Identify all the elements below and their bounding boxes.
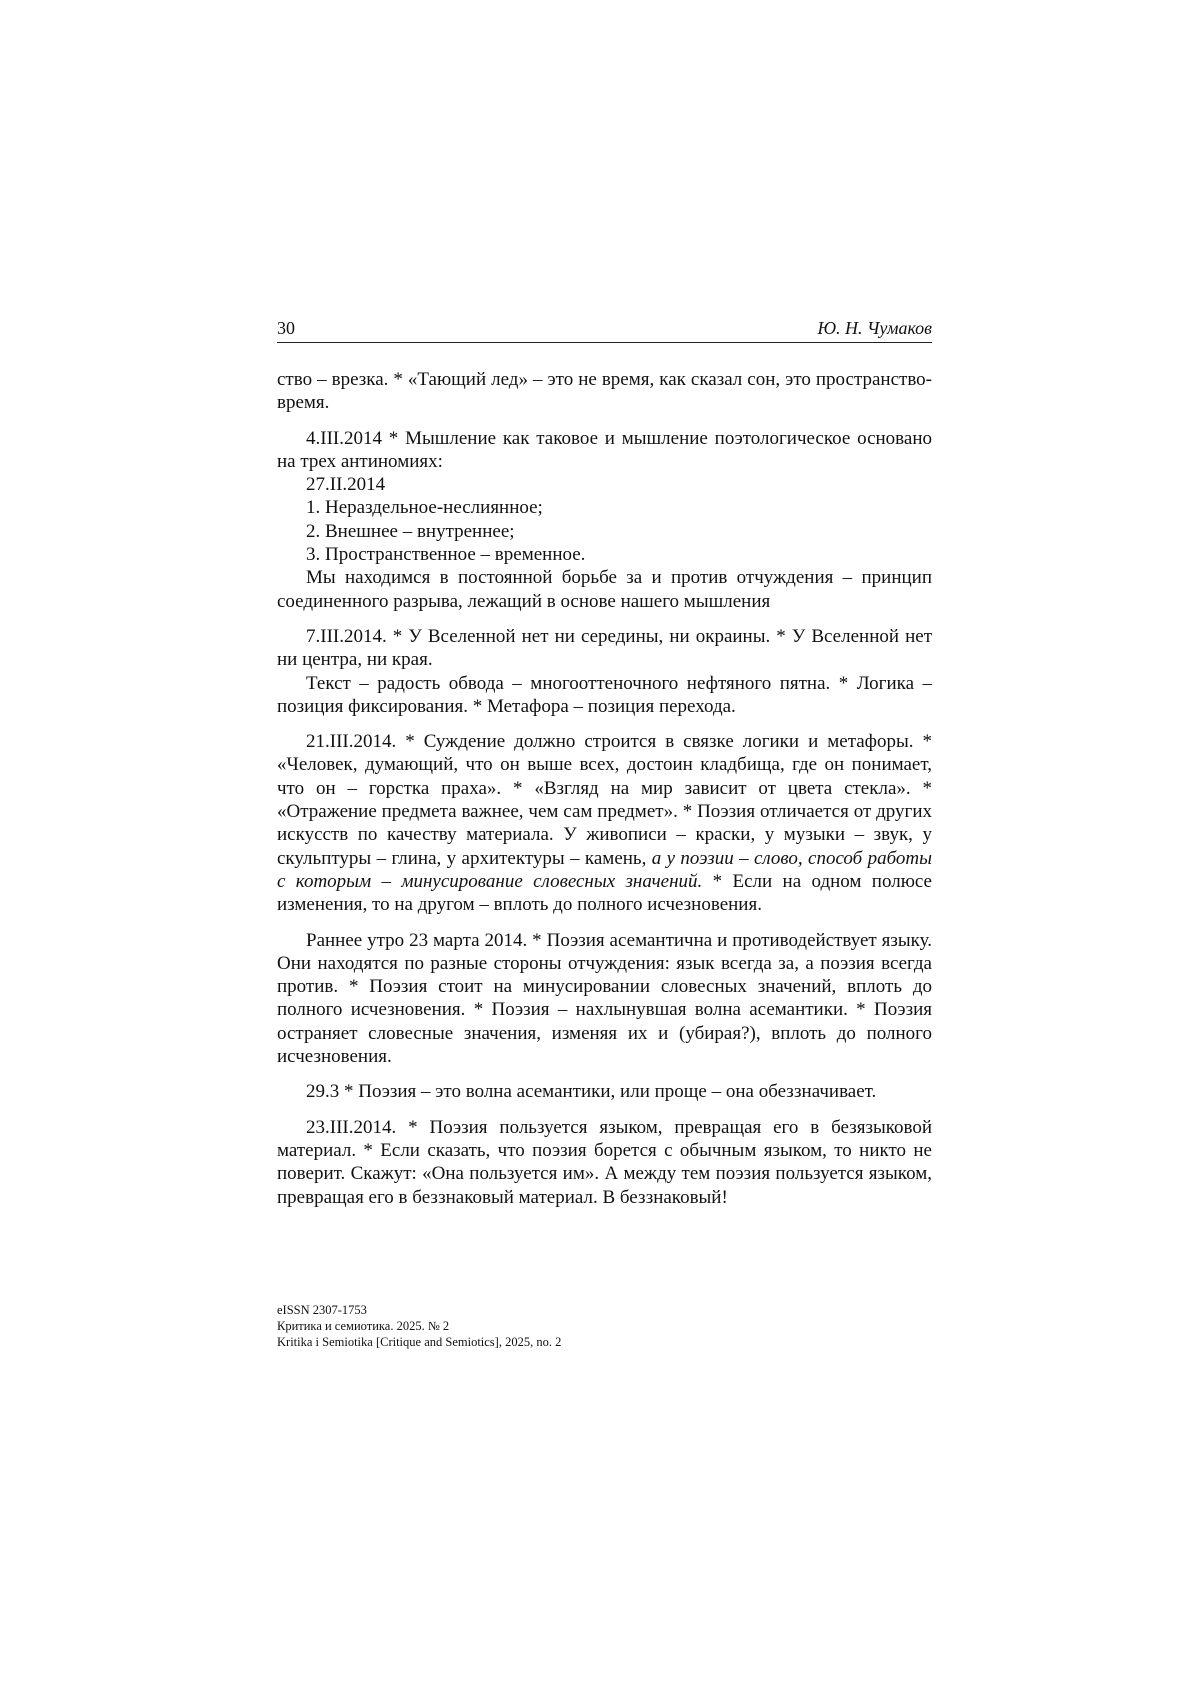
italic-emphasis: а у поэзии – слово, способ работы с которым – минусирование словесных значений.	[277, 848, 932, 892]
footer-journal-ru: Критика и семиотика. 2025. № 2	[277, 1318, 561, 1334]
article-body	[277, 368, 932, 1209]
paragraph: 7.III.2014. * У Вселенной нет ни середины, ни окраины. * У Вселенной нет ни центра, ни края.	[277, 625, 932, 672]
running-header	[277, 318, 932, 343]
paragraph: Мы находимся в постоянной борьбе за и против отчуждения – принцип соединенного разрыва, лежащий в основе нашего мышления	[277, 566, 932, 613]
paragraph-text: 21.III.2014. * Суждение должно строится в связке логики и метафоры. * «Человек, думающий, что он выше всех, достоин кладбища, где он понимает, что он – горстка праха». * «Взгляд на мир зависит от цвета стекла». * «Отражение предмета важнее, чем сам предмет». * Поэзия отличается от других искусств по качеству материала. У живописи – краски, у музыки – звук, у скульптуры – глина, у архитектуры – камень,	[277, 731, 932, 868]
paragraph-text: * Если на одном полюсе изменения, то на другом – вплоть до полного исчезновения.	[277, 871, 932, 915]
footer-eissn: eISSN 2307-1753	[277, 1302, 561, 1318]
list-item: 1. Нераздельное-неслиянное;	[277, 496, 932, 519]
paragraph: ство – врезка. * «Тающий лед» – это не время, как сказал сон, это пространство-время.	[277, 368, 932, 415]
page-number: 30	[277, 318, 295, 339]
footer-journal-en: Kritika i Semiotika [Critique and Semiotics], 2025, no. 2	[277, 1334, 561, 1350]
list-item: 3. Пространственное – временное.	[277, 543, 932, 566]
paragraph: 27.II.2014	[277, 473, 932, 496]
page-footer	[277, 1302, 561, 1350]
paragraph: 29.3 * Поэзия – это волна асемантики, или проще – она обеззначивает.	[277, 1080, 932, 1103]
paragraph: 4.III.2014 * Мышление как таковое и мышление поэтологическое основано на трех антиномиях:	[277, 427, 932, 474]
paragraph: Текст – радость обвода – многооттеночного нефтяного пятна. * Логика – позиция фиксирования. * Метафора – позиция перехода.	[277, 672, 932, 719]
running-author: Ю. Н. Чумаков	[817, 318, 932, 339]
list-item: 2. Внешнее – внутреннее;	[277, 520, 932, 543]
paragraph	[277, 730, 932, 916]
paragraph: Раннее утро 23 марта 2014. * Поэзия асемантична и противодействует языку. Они находятся по разные стороны отчуждения: язык всегда за, а поэзия всегда против. * Поэзия стоит на минусировании словесных значений, вплоть до полного исчезновения. * Поэзия – нахлынувшая волна асемантики. * Поэзия остраняет словесные значения, изменяя их и (убирая?), вплоть до полного исчезновения.	[277, 929, 932, 1069]
paragraph: 23.III.2014. * Поэзия пользуется языком, превращая его в безязыковой материал. * Если сказать, что поэзия борется с обычным языком, то никто не поверит. Скажут: «Она пользуется им». А между тем поэзия пользуется языком, превращая его в беззнаковый материал. В беззнаковый!	[277, 1116, 932, 1209]
